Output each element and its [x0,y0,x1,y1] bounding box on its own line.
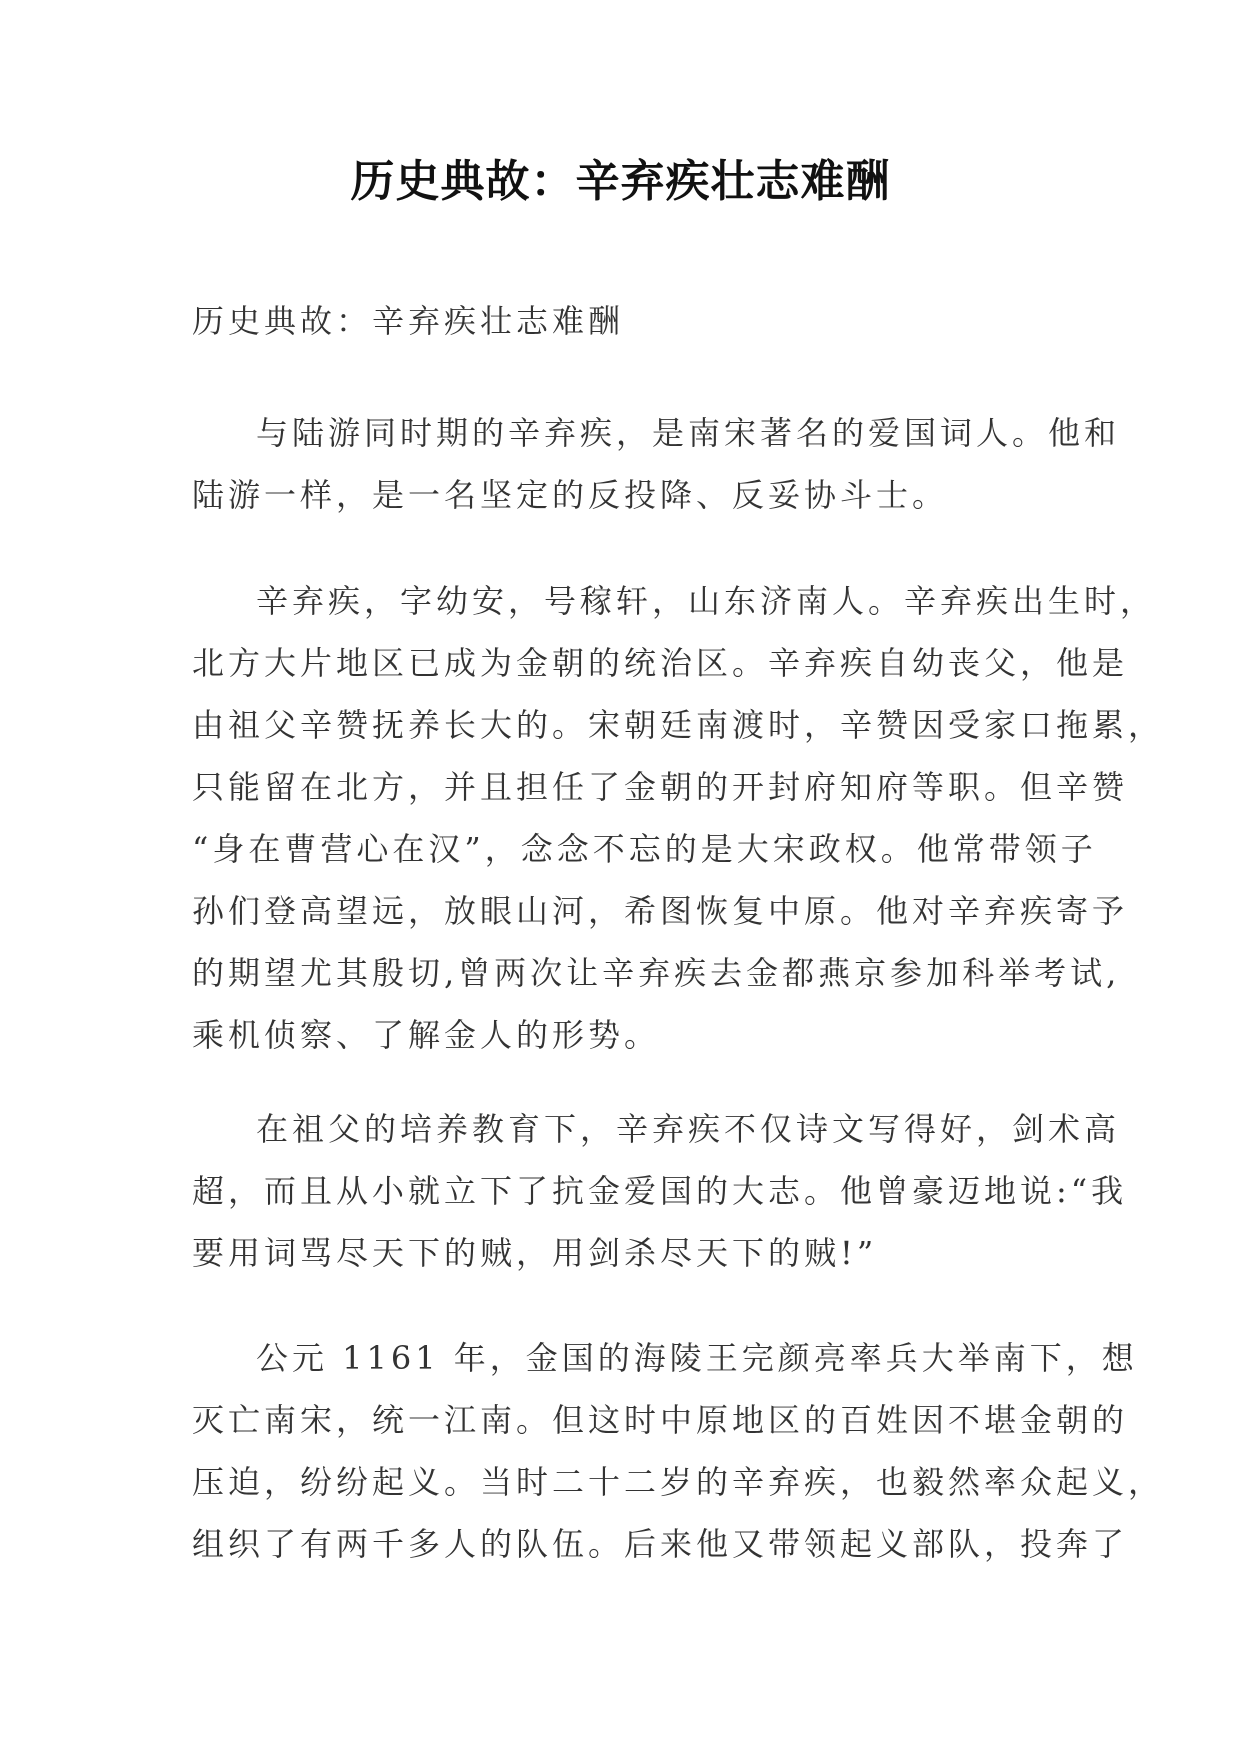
paragraph-line: 组织了有两千多人的队伍。后来他又带领起义部队，投奔了 [192,1525,1129,1563]
document-title: 历史典故：辛弃疾壮志难酬 [350,156,891,207]
paragraph-2 [192,570,1165,1066]
paragraph-line: 灭亡南宋，统一江南。但这时中原地区的百姓因不堪金朝的 [192,1401,1129,1439]
paragraph-1 [192,402,1121,526]
paragraph-line: 陆游一样，是一名坚定的反投降、反妥协斗士。 [192,476,949,514]
paragraph-line: 压迫，纷纷起义。当时二十二岁的辛弃疾，也毅然率众起义， [192,1463,1165,1501]
paragraph-line: 北方大片地区已成为金朝的统治区。辛弃疾自幼丧父，他是 [192,644,1129,682]
paragraph-line: 超，而且从小就立下了抗金爱国的大志。他曾豪迈地说:“我 [192,1172,1128,1210]
paragraph-line: 公元 1161 年，金国的海陵王完颜亮率兵大举南下，想 [256,1339,1138,1377]
paragraph-line: 的期望尤其殷切,曾两次让辛弃疾去金都燕京参加科举考试, [192,954,1121,992]
paragraph-line: 由祖父辛赞抚养长大的。宋朝廷南渡时，辛赞因受家口拖累， [192,706,1165,744]
paragraph-line: 要用词骂尽天下的贼，用剑杀尽天下的贼!” [192,1234,878,1272]
paragraph-3 [192,1098,1128,1284]
paragraph-line: 只能留在北方，并且担任了金朝的开封府知府等职。但辛赞 [192,768,1129,806]
paragraph-line: 与陆游同时期的辛弃疾，是南宋著名的爱国词人。他和 [256,414,1121,452]
paragraph-line: 乘机侦察、了解金人的形势。 [192,1016,661,1054]
paragraph-line: 孙们登高望远，放眼山河，希图恢复中原。他对辛弃疾寄予 [192,892,1129,930]
paragraph-line: 在祖父的培养教育下，辛弃疾不仅诗文写得好，剑术高 [256,1110,1121,1148]
paragraph-4 [192,1327,1165,1575]
paragraph-line: 辛弃疾，字幼安，号稼轩，山东济南人。辛弃疾出生时， [256,582,1157,620]
document-subtitle: 历史典故：辛弃疾壮志难酬 [192,302,625,340]
paragraph-line: “身在曹营心在汉”，念念不忘的是大宋政权。他常带领子 [192,830,1097,868]
